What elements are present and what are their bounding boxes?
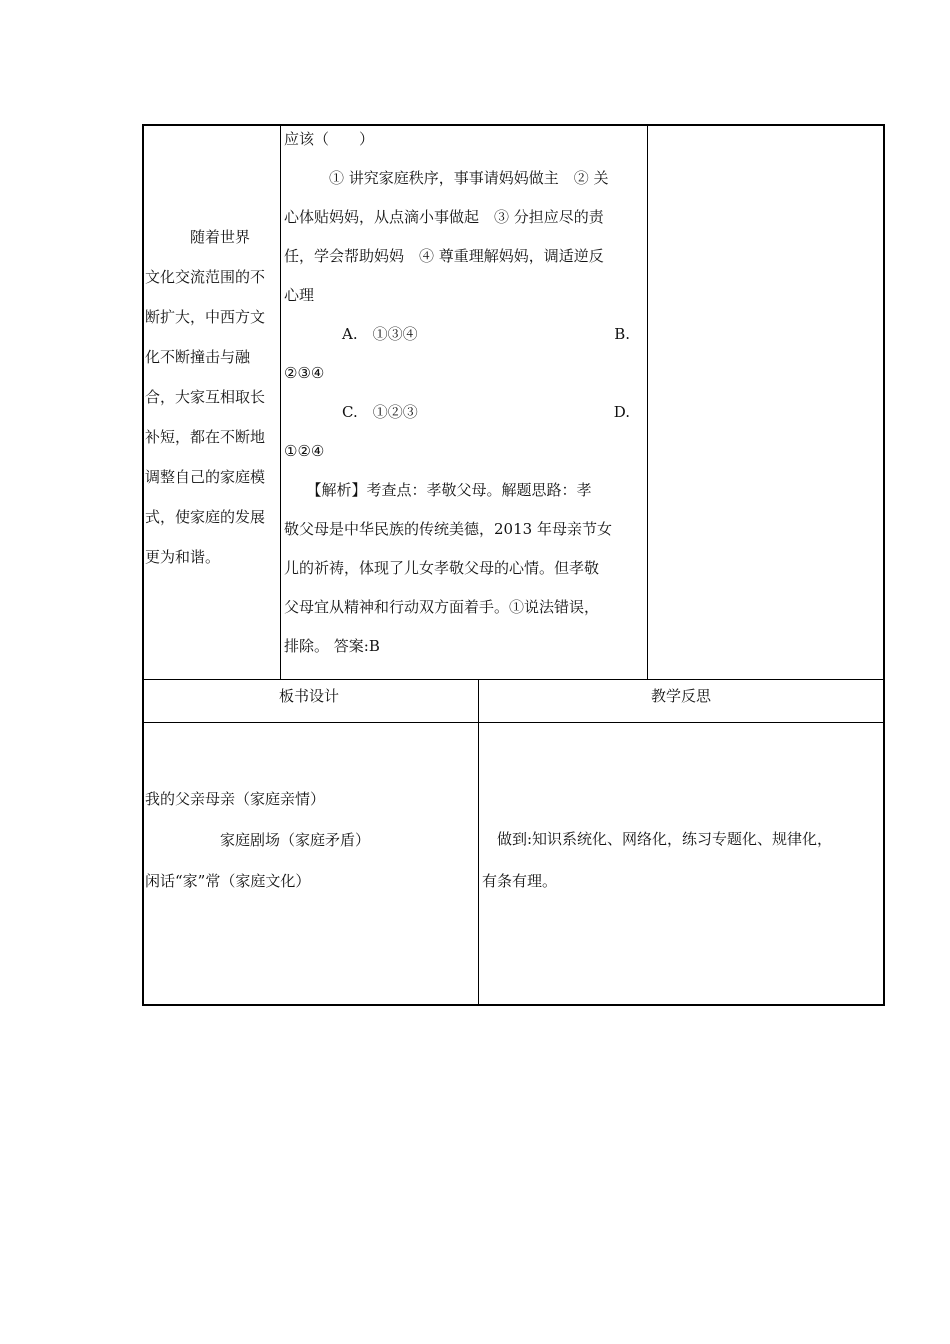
- question-line: 心体贴妈妈，从点滴小事做起 ③ 分担应尽的责: [284, 208, 604, 226]
- question-line: ① 讲究家庭秩序，事事请妈妈做主 ② 关: [284, 169, 609, 187]
- options-row-cd: [284, 393, 646, 432]
- option-d: D.: [613, 403, 630, 421]
- question-block: [284, 120, 646, 666]
- divider-row-1: [142, 679, 885, 680]
- text-line: 补短，都在不断地: [145, 428, 266, 446]
- analysis-line: 排除。 答案:B: [284, 637, 380, 655]
- option-a: A. ①③④: [342, 325, 418, 343]
- divider-right-column: [647, 124, 648, 680]
- background-text: [145, 217, 281, 577]
- text-line: 化不断撞击与融: [145, 348, 251, 366]
- options-row-ab: [284, 315, 646, 354]
- text-line: 式，使家庭的发展: [145, 508, 266, 526]
- option-d-continuation: ①②④: [284, 442, 325, 460]
- text-line: 文化交流范围的不: [145, 268, 266, 286]
- header-teaching-reflection: 教学反思: [651, 687, 712, 705]
- text-line: 调整自己的家庭模: [145, 468, 266, 486]
- divider-row-2: [142, 722, 885, 723]
- reflection-line: 做到:知识系统化、网络化，练习专题化、规律化，: [482, 830, 833, 848]
- option-c: C. ①②③: [342, 403, 418, 421]
- analysis-line: 儿的祈祷，体现了儿女孝敬父母的心情。但孝敬: [284, 559, 600, 577]
- board-design-content: [145, 779, 370, 902]
- table-border-bottom: [142, 1004, 885, 1006]
- board-line: 家庭剧场（家庭矛盾）: [145, 831, 371, 849]
- analysis-line: 【解析】考查点：孝敬父母。解题思路：孝: [284, 481, 592, 499]
- reflection-line: 有条有理。: [482, 872, 558, 890]
- question-line: 心理: [284, 286, 315, 304]
- analysis-line: 敬父母是中华民族的传统美德，2013 年母亲节女: [284, 520, 612, 538]
- option-b-continuation: ②③④: [284, 364, 325, 382]
- table-border-right: [883, 124, 885, 1006]
- board-line: 我的父亲母亲（家庭亲情）: [145, 790, 326, 808]
- text-line: 随着世界: [145, 228, 251, 246]
- analysis-line: 父母宜从精神和行动双方面着手。①说法错误，: [284, 598, 600, 616]
- text-line: 断扩大，中西方文: [145, 308, 266, 326]
- header-board-design: 板书设计: [279, 687, 340, 705]
- board-line: 闲话“家”常（家庭文化）: [145, 872, 311, 890]
- text-line: 合，大家互相取长: [145, 388, 266, 406]
- option-b: B.: [614, 325, 630, 343]
- question-line: 任，学会帮助妈妈 ④ 尊重理解妈妈，调适逆反: [284, 247, 604, 265]
- text-line: 更为和谐。: [145, 548, 221, 566]
- divider-bottom-middle: [478, 679, 479, 1005]
- question-line: 应该（ ）: [284, 130, 375, 148]
- reflection-content: [482, 818, 880, 902]
- table-border-left: [142, 124, 144, 1006]
